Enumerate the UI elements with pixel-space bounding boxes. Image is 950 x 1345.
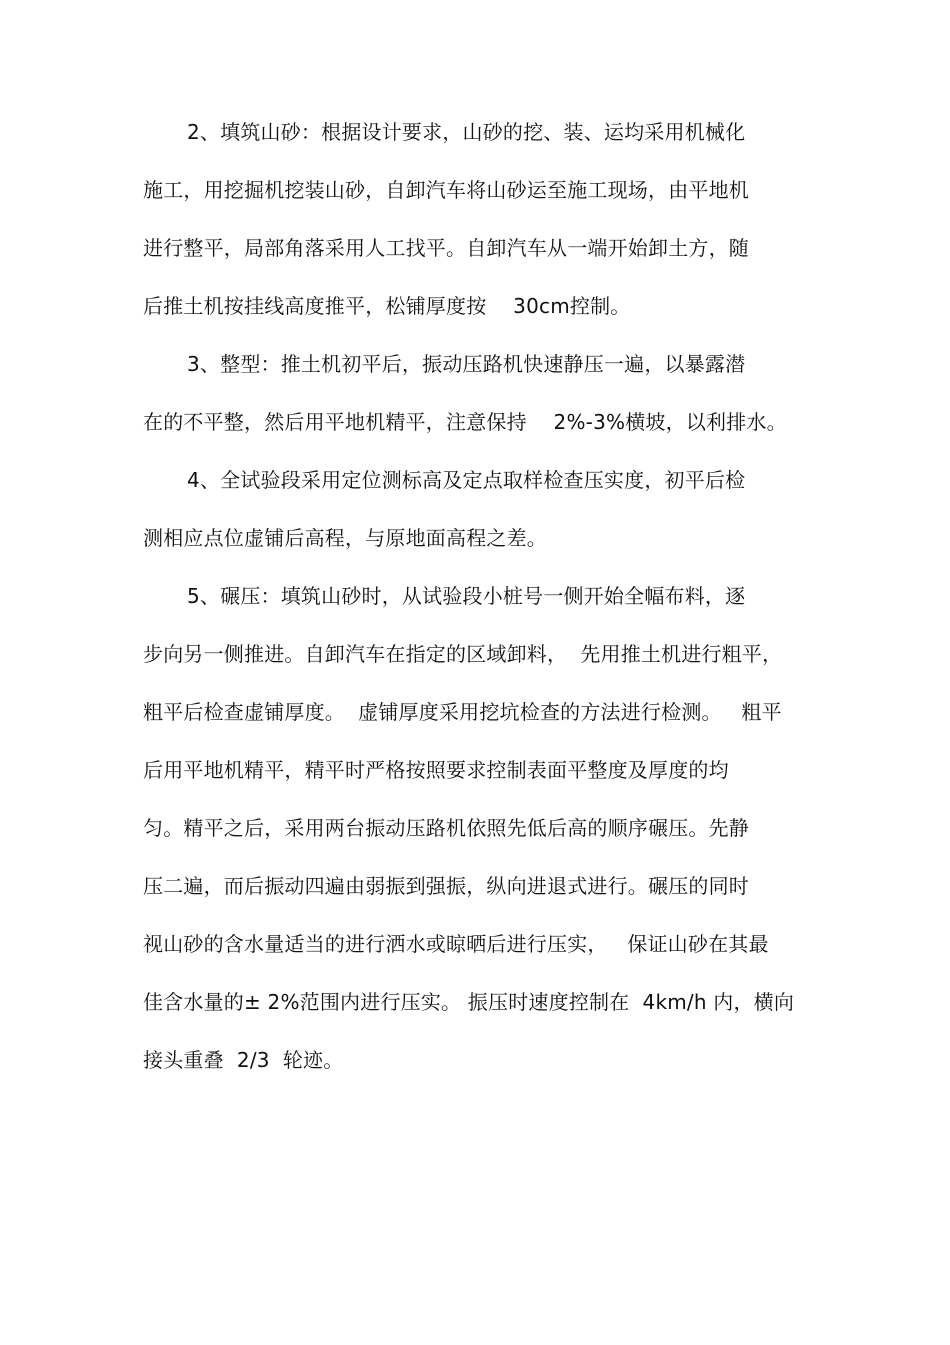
paragraph-2-line-3: 进行整平，局部角落采用人工找平。自卸汽车从一端开始卸土方，随: [143, 236, 749, 260]
paragraph-3-line-1: 3、整型：推土机初平后，振动压路机快速静压一遍，以暴露潜: [187, 352, 746, 376]
paragraph-5-line-5: 匀。精平之后，采用两台振动压路机依照先低后高的顺序碾压。先静: [143, 816, 749, 840]
paragraph-5-line-4: 后用平地机精平，精平时严格按照要求控制表面平整度及厚度的均: [143, 758, 729, 782]
paragraph-5-line-7: 视山砂的含水量适当的进行洒水或晾晒后进行压实， 保证山砂在其最: [143, 932, 769, 956]
paragraph-3-line-2: 在的不平整，然后用平地机精平，注意保持 2%-3%横坡，以利排水。: [143, 410, 787, 434]
paragraph-5-line-9: 接头重叠 2/3 轮迹。: [143, 1048, 344, 1072]
paragraph-5-line-6: 压二遍，而后振动四遍由弱振到强振，纵向进退式进行。碾压的同时: [143, 874, 749, 898]
paragraph-5-line-3: 粗平后检查虚铺厚度。 虚铺厚度采用挖坑检查的方法进行检测。 粗平: [143, 700, 782, 724]
paragraph-4-line-1: 4、全试验段采用定位测标高及定点取样检查压实度，初平后检: [187, 468, 746, 492]
paragraph-4-line-2: 测相应点位虚铺后高程，与原地面高程之差。: [143, 526, 547, 550]
paragraph-5-line-1: 5、碾压：填筑山砂时，从试验段小桩号一侧开始全幅布料，逐: [187, 584, 746, 608]
paragraph-2-line-2: 施工，用挖掘机挖装山砂，自卸汽车将山砂运至施工现场，由平地机: [143, 178, 749, 202]
paragraph-5-line-2: 步向另一侧推进。自卸汽车在指定的区域卸料， 先用推土机进行粗平，: [143, 642, 783, 666]
paragraph-2-line-4: 后推土机按挂线高度推平，松铺厚度按 30cm控制。: [143, 294, 631, 318]
paragraph-2-line-1: 2、填筑山砂：根据设计要求，山砂的挖、装、运均采用机械化: [187, 120, 746, 144]
paragraph-5-line-8: 佳含水量的± 2%范围内进行压实。 振压时速度控制在 4km/h 内，横向: [143, 990, 795, 1014]
